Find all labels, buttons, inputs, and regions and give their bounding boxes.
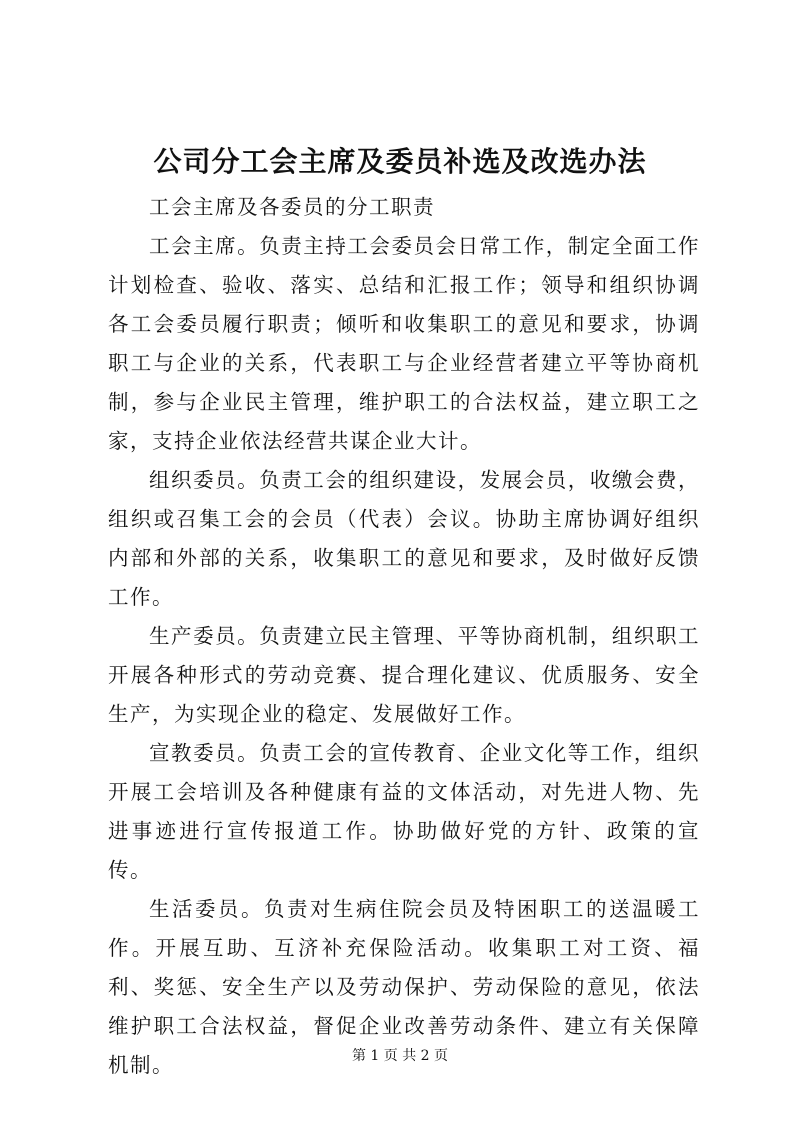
paragraph-production: 生产委员。负责建立民主管理、平等协商机制，组织职工开展各种形式的劳动竞赛、提合理化建议、优质服务、安全生产，为实现企业的稳定、发展做好工作。 [108, 624, 700, 726]
paragraph-publicity: 宣教委员。负责工会的宣传教育、企业文化等工作，组织开展工会培训及各种健康有益的文体活动，对先进人物、先进事迹进行宣传报道工作。协助做好党的方针、政策的宣传。 [108, 741, 700, 882]
paragraph-chairman: 工会主席。负责主持工会委员会日常工作，制定全面工作计划检查、验收、落实、总结和汇报工作；领导和组织协调各工会委员履行职责；倾听和收集职工的意见和要求，协调职工与企业的关系，代表职工与企业经营者建立平等协商机制，参与企业民主管理，维护职工的合法权益，建立职工之家，支持企业依法经营共谋企业大计。 [108, 234, 700, 453]
paragraph-organization: 组织委员。负责工会的组织建设，发展会员，收缴会费，组织或召集工会的会员（代表）会议。协助主席协调好组织内部和外部的关系，收集职工的意见和要求，及时做好反馈工作。 [108, 468, 700, 609]
page-number: 第 1 页 共 2 页 [351, 1048, 449, 1064]
document-body [108, 188, 700, 1085]
section-heading: 工会主席及各委员的分工职责 [149, 195, 435, 219]
paragraph-welfare: 生活委员。负责对生病住院会员及特困职工的送温暖工作。开展互助、互济补充保险活动。收集职工对工资、福利、奖惩、安全生产以及劳动保护、劳动保险的意见，依法维护职工合法权益，督促企业改善劳动条件、建立有关保障机制。 [108, 897, 700, 1077]
document-title: 公司分工会主席及委员补选及改选办法 [153, 145, 647, 178]
